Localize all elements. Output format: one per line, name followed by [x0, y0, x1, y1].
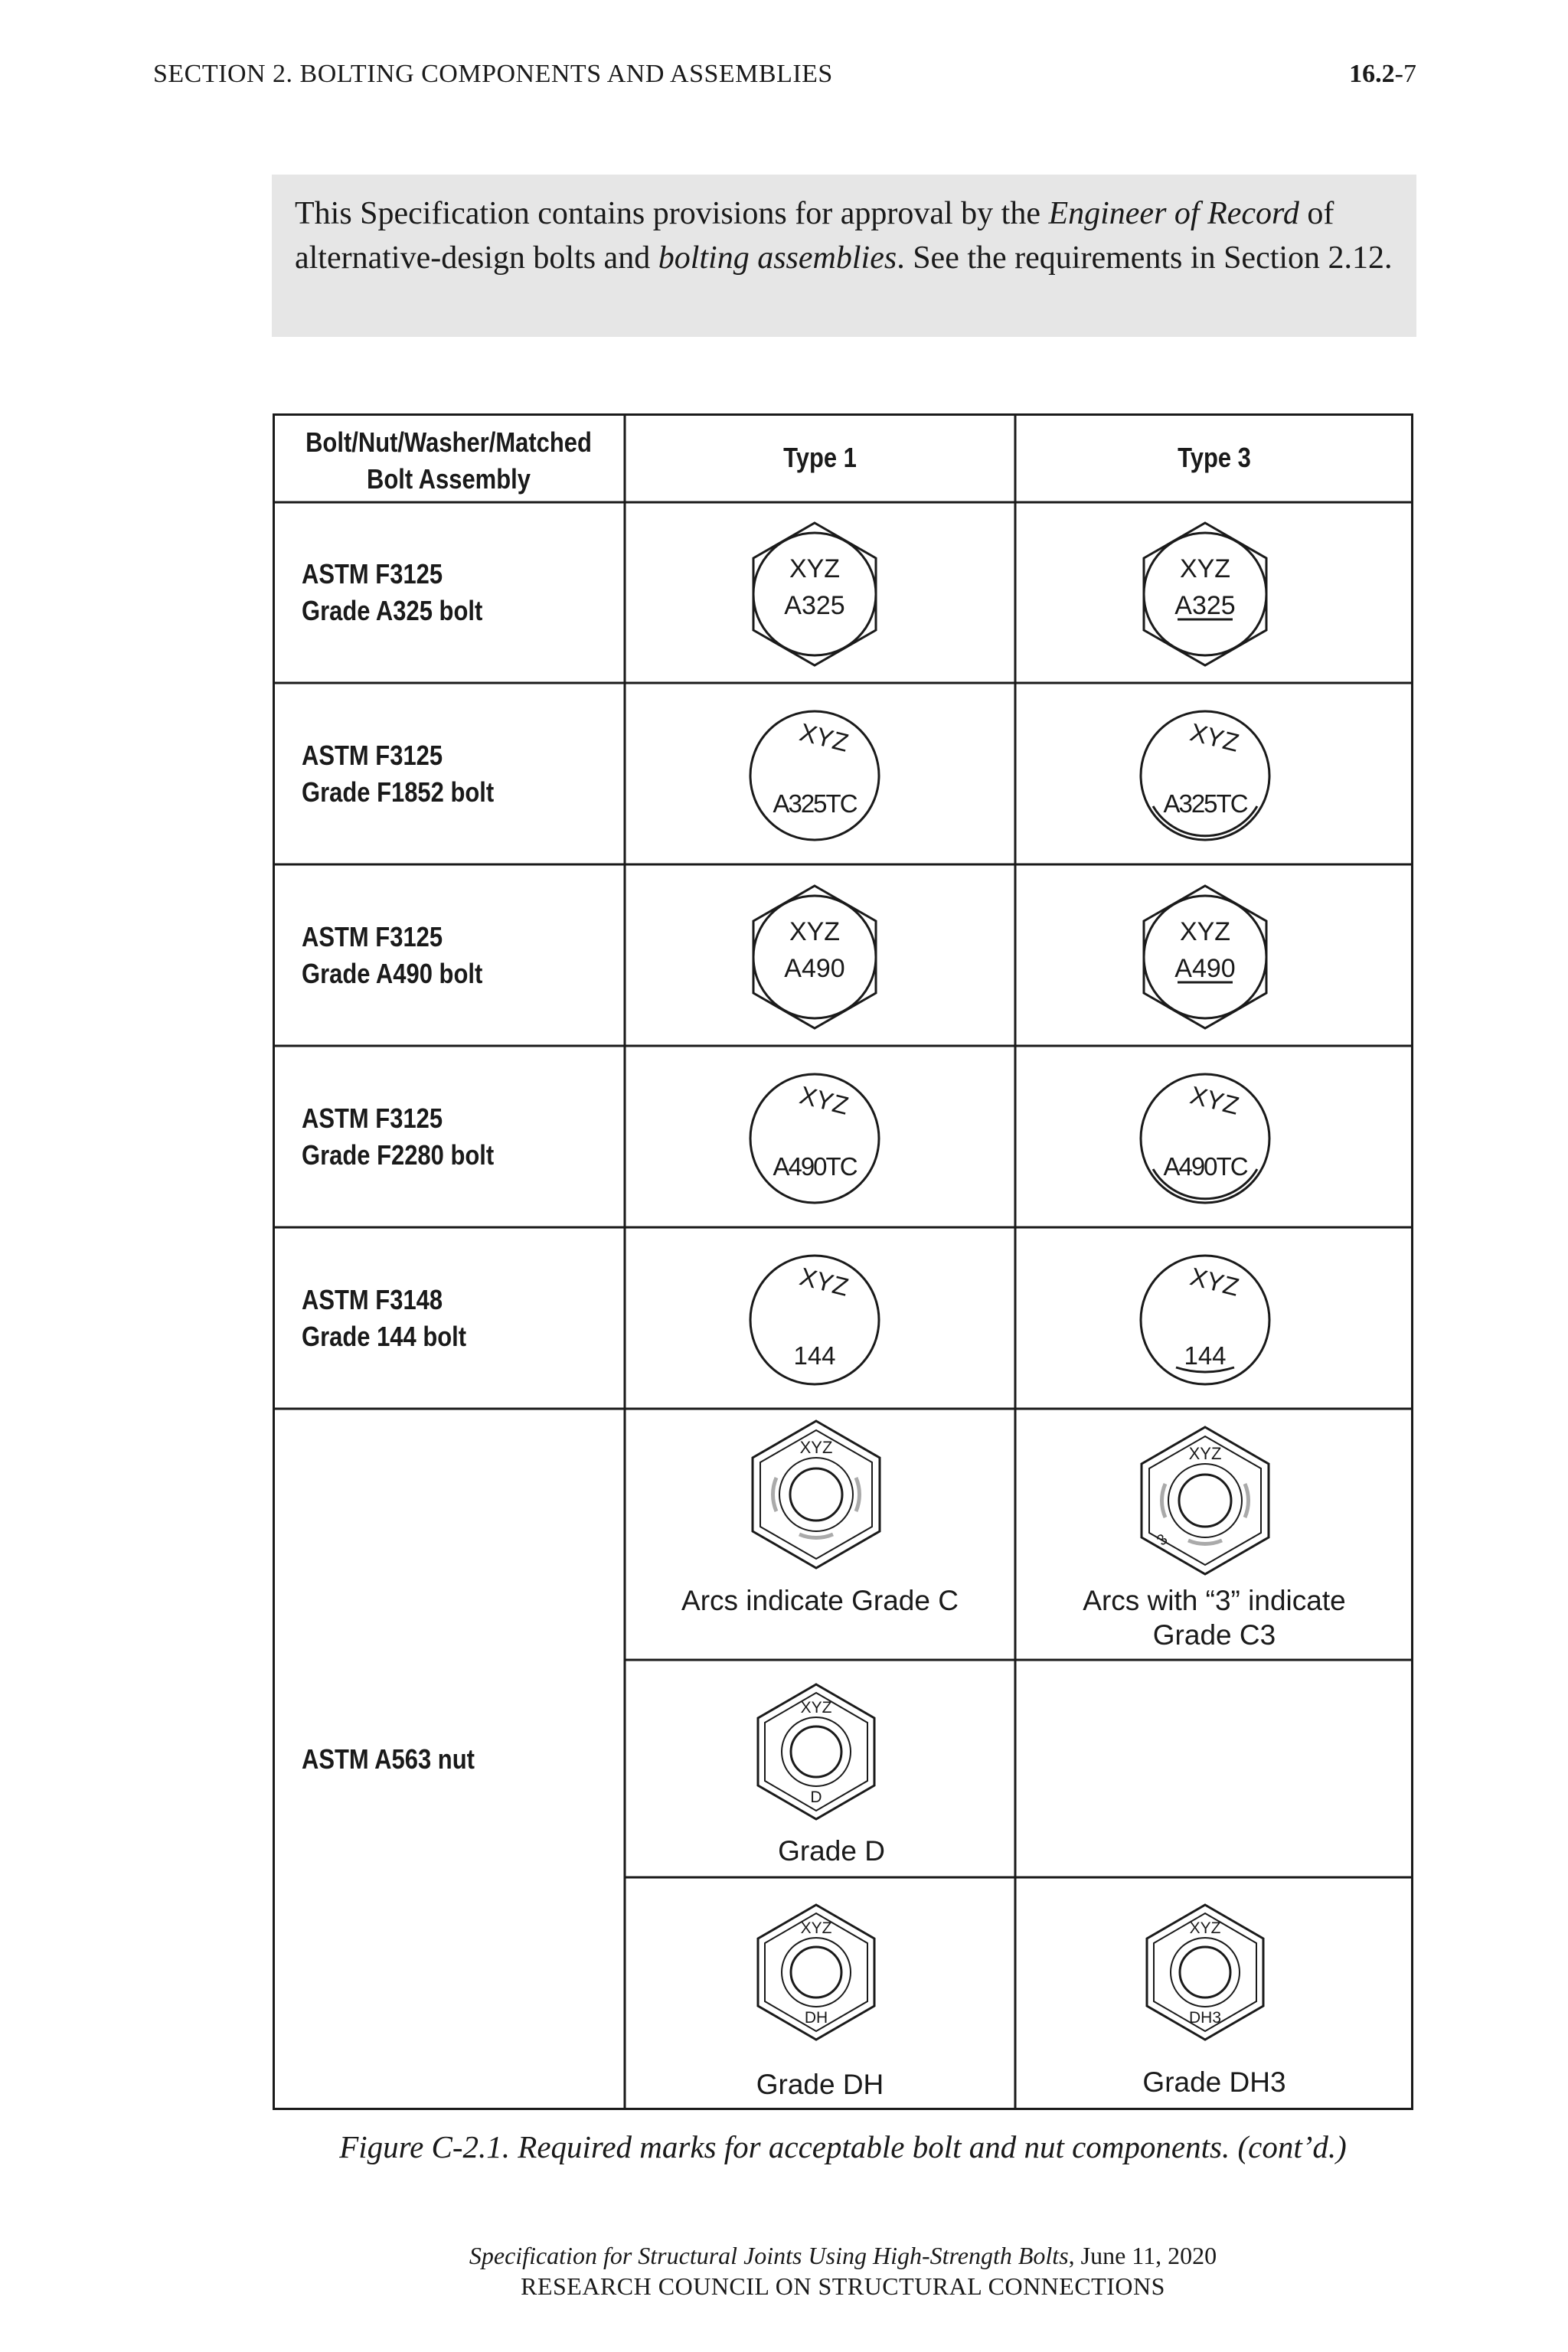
footer-date: , June 11, 2020	[1068, 2242, 1217, 2269]
row-label-a490-line2: Grade A490 bolt	[302, 958, 483, 989]
nut-maker-c3: XYZ	[1188, 1444, 1222, 1463]
mark-maker-f2280-t1: XYZ	[796, 1080, 852, 1120]
mark-maker-144-t3: XYZ	[1187, 1262, 1243, 1302]
footer-spec-title: Specification for Structural Joints Using High-Strength Bolts	[469, 2242, 1069, 2269]
row-label-f2280	[302, 1100, 494, 1174]
caption-grade-c3-line1: Arcs with “3” indicate	[1083, 1585, 1346, 1616]
footer-organization: RESEARCH COUNCIL ON STRUCTURAL CONNECTIONS	[521, 2272, 1165, 2300]
nut-maker-c: XYZ	[799, 1438, 833, 1457]
bolt-marks-table	[273, 413, 1413, 2110]
hex-head-a325-type3	[1144, 523, 1266, 665]
nut-mark-dh: DH	[804, 2009, 828, 2027]
row-label-f2280-line1: ASTM F3125	[302, 1102, 443, 1134]
note-text-3: . See the requirements in Section 2.12.	[897, 240, 1393, 276]
figure-caption: Figure C-2.1. Required marks for acceptable bolt and nut components. (cont’d.)	[339, 2129, 1347, 2164]
row-label-a325	[302, 556, 482, 629]
note-italic-1: Engineer of Record	[1048, 196, 1299, 231]
note-text-1: This Specification contains provisions for approval by the	[295, 196, 1049, 231]
mark-grade-a490-t3: A490	[1174, 954, 1236, 983]
footer-title-line	[273, 2240, 1413, 2271]
round-head-f1852-type1	[750, 711, 879, 840]
hex-head-a490-type3	[1144, 886, 1266, 1028]
row-label-f3148-line2: Grade 144 bolt	[302, 1321, 467, 1352]
row-label-f2280-line2: Grade F2280 bolt	[302, 1139, 495, 1171]
page-number	[1349, 60, 1416, 89]
page-number-suffix: -7	[1394, 60, 1416, 88]
caption-grade-dh3: Grade DH3	[1142, 2066, 1286, 2098]
row-label-f1852-line2: Grade F1852 bolt	[302, 776, 495, 808]
mark-tc-f2280-t3: A490TC	[1163, 1152, 1247, 1181]
caption-grade-c3	[1015, 1583, 1413, 1652]
row-label-a563-nut: ASTM A563 nut	[302, 1743, 475, 1775]
mark-grade-144-t3: 144	[1184, 1341, 1227, 1370]
mark-tc-f1852-t3: A325TC	[1163, 789, 1247, 818]
header-col-type3: Type 3	[1178, 442, 1251, 473]
mark-grade-a325-t3: A325	[1174, 591, 1236, 620]
row-label-a325-line1: ASTM F3125	[302, 558, 443, 590]
nut-maker-dh: XYZ	[800, 1919, 832, 1937]
mark-tc-f1852-t1: A325TC	[773, 789, 857, 818]
row-label-f3148	[302, 1282, 466, 1355]
mark-maker-f1852-t1: XYZ	[796, 717, 852, 757]
header-col-assembly-line2: Bolt Assembly	[367, 463, 531, 495]
mark-grade-144-t1: 144	[793, 1341, 836, 1370]
nut-grade-d	[758, 1684, 874, 1819]
page-footer	[273, 2240, 1413, 2301]
header-col-assembly-line1: Bolt/Nut/Washer/Matched	[305, 426, 592, 458]
row-label-f3148-line1: ASTM F3148	[302, 1284, 443, 1315]
hex-head-a325-type1	[753, 523, 876, 665]
nut-maker-d: XYZ	[800, 1699, 832, 1717]
nut-mark-3: 3	[1153, 1530, 1171, 1550]
round-head-f2280-type3	[1141, 1074, 1269, 1203]
mark-grade-a490-t1: A490	[784, 954, 845, 983]
header-col-type1: Type 1	[783, 442, 857, 473]
row-label-f1852-line1: ASTM F3125	[302, 740, 443, 771]
mark-maker-144-t1: XYZ	[796, 1262, 852, 1302]
nut-maker-dh3: XYZ	[1189, 1919, 1221, 1937]
nut-mark-d: D	[810, 1788, 822, 1806]
round-head-144-type1	[750, 1256, 879, 1384]
nut-mark-dh3: DH3	[1188, 2009, 1222, 2027]
mark-maker-f2280-t3: XYZ	[1187, 1080, 1243, 1120]
page-number-bold: 16.2	[1349, 60, 1395, 88]
mark-tc-f2280-t1: A490TC	[773, 1152, 857, 1181]
caption-grade-c: Arcs indicate Grade C	[681, 1585, 959, 1616]
row-label-a490-line1: ASTM F3125	[302, 921, 443, 952]
note-text-2: of alternative-design bolts and	[295, 196, 1334, 276]
mark-maker-a490-t1: XYZ	[789, 917, 841, 946]
caption-grade-dh: Grade DH	[756, 2069, 884, 2100]
section-title: SECTION 2. BOLTING COMPONENTS AND ASSEMBLIES	[153, 60, 833, 88]
row-label-a325-line2: Grade A325 bolt	[302, 595, 483, 626]
mark-maker-a490-t3: XYZ	[1179, 917, 1231, 946]
round-head-144-type3	[1141, 1256, 1269, 1384]
nut-grade-dh3	[1147, 1905, 1263, 2040]
hex-head-a490-type1	[753, 886, 876, 1028]
mark-grade-a325-t1: A325	[784, 591, 845, 620]
mark-maker-f1852-t3: XYZ	[1187, 717, 1243, 757]
round-head-f1852-type3	[1141, 711, 1269, 840]
note-italic-2: bolting assemblies	[658, 240, 897, 276]
row-label-a490	[302, 919, 482, 992]
running-header	[153, 60, 1416, 103]
caption-grade-d: Grade D	[778, 1835, 885, 1867]
nut-grade-c3	[1142, 1427, 1269, 1574]
header-col-assembly	[297, 424, 600, 498]
mark-maker-a325-t3: XYZ	[1179, 554, 1231, 583]
nut-grade-c	[753, 1421, 880, 1568]
nut-grade-dh	[758, 1905, 874, 2040]
round-head-f2280-type1	[750, 1074, 879, 1203]
row-label-f1852	[302, 737, 494, 811]
caption-grade-c3-line2: Grade C3	[1152, 1619, 1276, 1651]
specification-note	[272, 175, 1416, 337]
mark-maker-a325-t1: XYZ	[789, 554, 841, 583]
